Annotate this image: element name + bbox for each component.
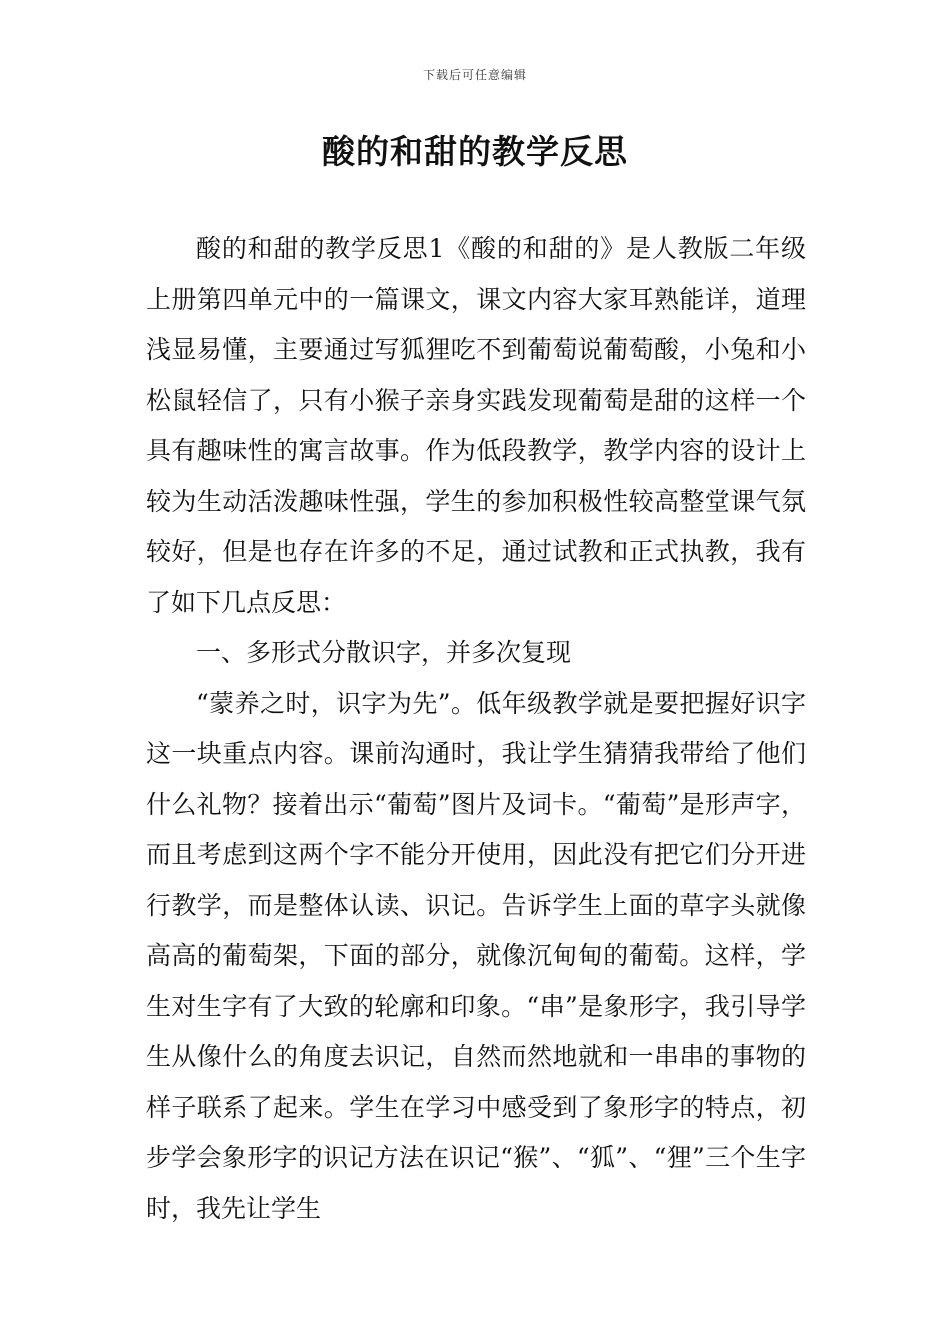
paragraph-literacy: “蒙养之时，识字为先”。低年级教学就是要把握好识字这一块重点内容。课前沟通时，我让学生猜猜我带给了他们什么礼物？接着出示“葡萄”图片及词卡。“葡萄”是形声字，而且考虑到这两个字不能分开使用，因此没有把它们分开进行教学，而是整体认读、识记。告诉学生上面的草字头就像高高的葡萄架，下面的部分，就像沉甸甸的葡萄。这样，学生对生字有了大致的轮廓和印象。“串”是象形字，我引导学生从像什么的角度去识记，自然而然地就和一串串的事物的样子联系了起来。学生在学习中感受到了象形字的特点，初步学会象形字的识记方法在识记“猴”、“狐”、“狸”三个生字时，我先让学生 bbox=[146, 688, 806, 1223]
header-note: 下载后可任意编辑 bbox=[422, 68, 527, 82]
section-heading-1: 一、多形式分散识字，并多次复现 bbox=[196, 638, 572, 667]
document-title: 酸的和甜的教学反思 bbox=[322, 132, 628, 171]
paragraph-intro: 酸的和甜的教学反思1《酸的和甜的》是人教版二年级上册第四单元中的一篇课文，课文内容大家耳熟能详，道理浅显易懂，主要通过写狐狸吃不到葡萄说葡萄酸，小兔和小松鼠轻信了，只有小猴子亲身实践发现葡萄是甜的这样一个具有趣味性的寓言故事。作为低段教学，教学内容的设计上较为生动活泼趣味性强，学生的参加积极性较高整堂课气氛较好，但是也存在许多的不足，通过试教和正式执教，我有了如下几点反思： bbox=[146, 234, 806, 617]
document-body bbox=[146, 224, 806, 1234]
